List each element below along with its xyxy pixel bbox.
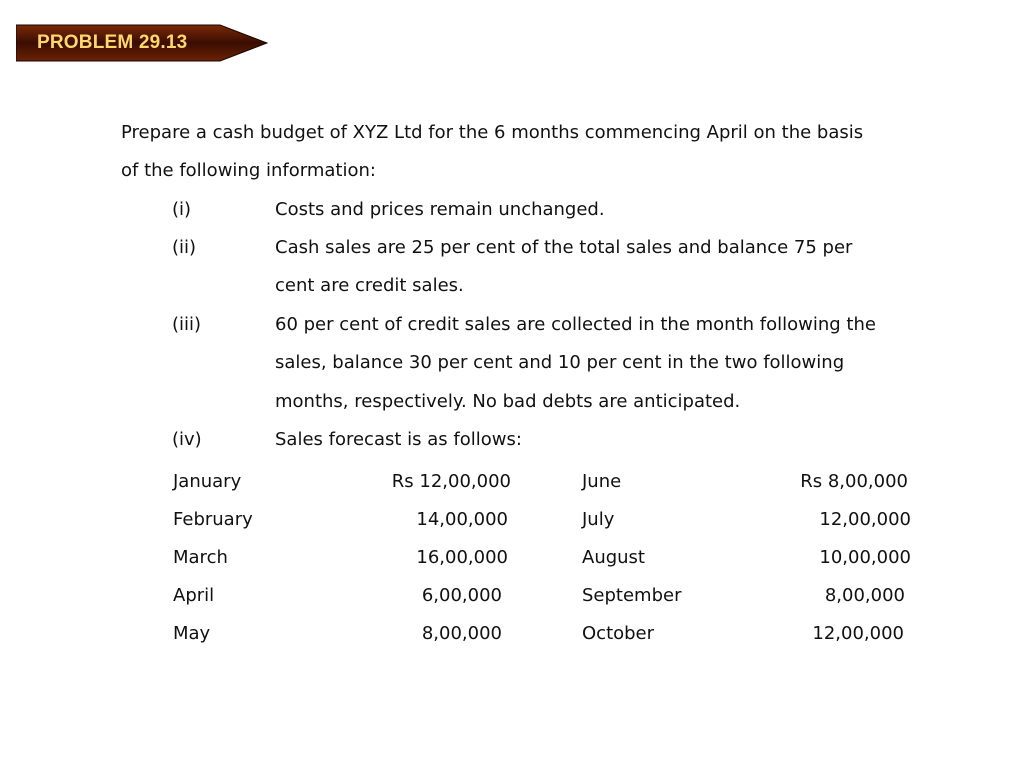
problem-banner [16, 24, 268, 62]
item-number: (iii) [172, 314, 202, 335]
forecast-amount: 12,00,000 [819, 509, 911, 530]
item-line: Costs and prices remain unchanged. [275, 199, 605, 220]
item-line: Sales forecast is as follows: [275, 429, 522, 450]
intro-paragraph [121, 114, 981, 191]
forecast-amount: 12,00,000 [812, 623, 904, 644]
item-line: months, respectively. No bad debts are anticipated. [275, 390, 741, 412]
forecast-month: January [173, 471, 242, 492]
intro-line: of the following information: [121, 160, 376, 182]
item-line: sales, balance 30 per cent and 10 per cent in the two following [275, 352, 845, 374]
forecast-amount: 8,00,000 [421, 623, 502, 644]
item-text [275, 229, 975, 306]
forecast-month: August [582, 547, 645, 568]
forecast-month: June [582, 471, 622, 492]
item-text [275, 421, 975, 459]
item-line: cent are credit sales. [275, 275, 464, 297]
forecast-amount: 14,00,000 [416, 509, 508, 530]
forecast-amount: 8,00,000 [824, 585, 905, 606]
forecast-month: April [173, 585, 215, 606]
forecast-amount: 10,00,000 [819, 547, 911, 568]
item-line: 60 per cent of credit sales are collected in the month following the [275, 314, 876, 335]
forecast-month: May [173, 623, 211, 644]
forecast-amount: 6,00,000 [421, 585, 502, 606]
forecast-amount: Rs 8,00,000 [800, 471, 908, 492]
forecast-month: July [582, 509, 615, 530]
problem-title: PROBLEM 29.13 [37, 32, 188, 53]
forecast-amount: 16,00,000 [416, 547, 508, 568]
forecast-month: September [582, 585, 682, 606]
item-text [275, 191, 975, 229]
item-number: (iv) [172, 429, 202, 450]
forecast-month: February [173, 509, 253, 530]
forecast-month: October [582, 623, 655, 644]
forecast-amount: Rs 12,00,000 [391, 471, 511, 492]
item-line: Cash sales are 25 per cent of the total sales and balance 75 per [275, 237, 853, 258]
item-number: (i) [172, 199, 192, 220]
item-text [275, 306, 975, 421]
intro-line: Prepare a cash budget of XYZ Ltd for the 6 months commencing April on the basis [121, 122, 864, 143]
item-number: (ii) [172, 237, 197, 258]
forecast-month: March [173, 547, 228, 568]
